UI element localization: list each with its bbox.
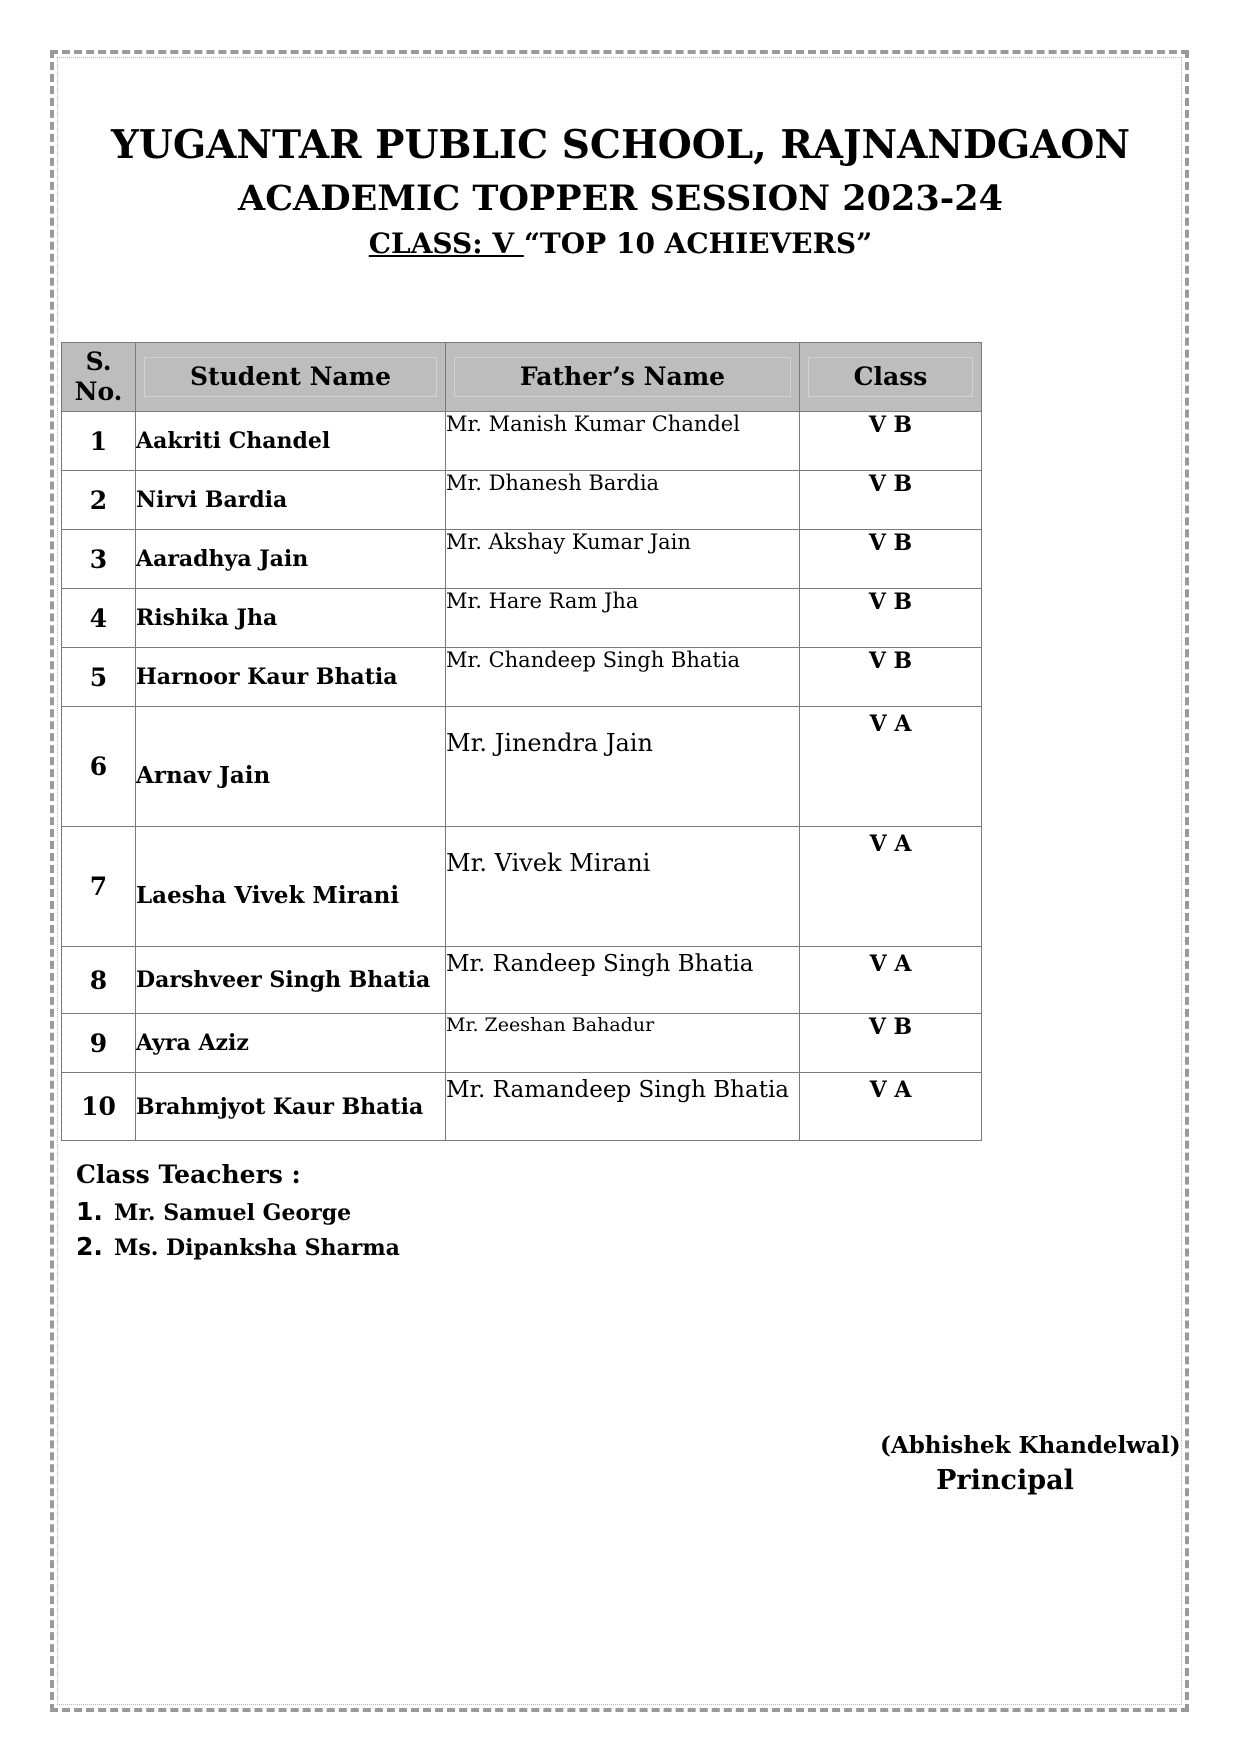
- teacher-number: 1.: [76, 1197, 103, 1226]
- table-row: [62, 1014, 982, 1073]
- sno-cell: 10: [62, 1073, 136, 1141]
- student-name-cell: Nirvi Bardia: [136, 471, 446, 530]
- father-name-cell: Mr. Akshay Kumar Jain: [446, 530, 800, 589]
- father-name-cell: Mr. Dhanesh Bardia: [446, 471, 800, 530]
- sno-cell: 4: [62, 589, 136, 648]
- school-name: YUGANTAR PUBLIC SCHOOL, RAJNANDGAON: [110, 122, 1131, 168]
- table-row: [62, 947, 982, 1014]
- class-cell: V A: [800, 1073, 982, 1141]
- teacher-list-item: [76, 1232, 400, 1261]
- session-title: ACADEMIC TOPPER SESSION 2023-24: [238, 178, 1003, 219]
- class-teachers-heading: Class Teachers :: [76, 1160, 301, 1189]
- father-name-cell: Mr. Zeeshan Bahadur: [446, 1014, 800, 1073]
- sno-cell: 1: [62, 412, 136, 471]
- student-name-cell: Brahmjyot Kaur Bhatia: [136, 1073, 446, 1141]
- table-row: [62, 471, 982, 530]
- student-name-cell: Arnav Jain: [136, 707, 446, 827]
- sno-cell: 3: [62, 530, 136, 589]
- father-name-cell: Mr. Hare Ram Jha: [446, 589, 800, 648]
- student-name-cell: Harnoor Kaur Bhatia: [136, 648, 446, 707]
- class-label: CLASS: V: [368, 227, 524, 260]
- student-name-cell: Aaradhya Jain: [136, 530, 446, 589]
- header-sno: S. No.: [62, 343, 136, 412]
- table-row: [62, 827, 982, 947]
- principal-name: (Abhishek Khandelwal): [880, 1432, 1181, 1459]
- father-name-cell: Mr. Jinendra Jain: [446, 707, 800, 827]
- class-cell: V A: [800, 947, 982, 1014]
- sno-cell: 6: [62, 707, 136, 827]
- student-name-cell: Ayra Aziz: [136, 1014, 446, 1073]
- sno-cell: 7: [62, 827, 136, 947]
- father-name-cell: Mr. Chandeep Singh Bhatia: [446, 648, 800, 707]
- sno-cell: 5: [62, 648, 136, 707]
- sno-cell: 8: [62, 947, 136, 1014]
- student-name-cell: Darshveer Singh Bhatia: [136, 947, 446, 1014]
- class-cell: V B: [800, 471, 982, 530]
- table-header-row: [62, 343, 982, 412]
- student-name-cell: Rishika Jha: [136, 589, 446, 648]
- table-row: [62, 648, 982, 707]
- class-cell: V B: [800, 1014, 982, 1073]
- father-name-cell: Mr. Randeep Singh Bhatia: [446, 947, 800, 1014]
- toppers-table: [61, 342, 982, 1141]
- teacher-name: Ms. Dipanksha Sharma: [114, 1235, 400, 1261]
- table-row: [62, 1073, 982, 1141]
- class-cell: V B: [800, 648, 982, 707]
- header-class: Class: [800, 343, 982, 412]
- table-row: [62, 412, 982, 471]
- class-cell: V A: [800, 827, 982, 947]
- class-tagline: “TOP 10 ACHIEVERS”: [523, 227, 873, 260]
- header-father-name: Father’s Name: [446, 343, 800, 412]
- class-teachers-section: [76, 1160, 400, 1267]
- sno-cell: 9: [62, 1014, 136, 1073]
- principal-signature-block: [880, 1432, 1181, 1496]
- father-name-cell: Mr. Manish Kumar Chandel: [446, 412, 800, 471]
- table-row: [62, 589, 982, 648]
- teacher-number: 2.: [76, 1232, 103, 1261]
- teacher-list-item: [76, 1197, 400, 1226]
- class-cell: V A: [800, 707, 982, 827]
- table-row: [62, 530, 982, 589]
- class-heading: [0, 227, 1241, 260]
- father-name-cell: Mr. Ramandeep Singh Bhatia: [446, 1073, 800, 1141]
- class-cell: V B: [800, 589, 982, 648]
- principal-title: Principal: [936, 1465, 1074, 1496]
- student-name-cell: Aakriti Chandel: [136, 412, 446, 471]
- teacher-name: Mr. Samuel George: [114, 1200, 352, 1226]
- class-cell: V B: [800, 530, 982, 589]
- sno-cell: 2: [62, 471, 136, 530]
- father-name-cell: Mr. Vivek Mirani: [446, 827, 800, 947]
- class-cell: V B: [800, 412, 982, 471]
- header-student-name: Student Name: [136, 343, 446, 412]
- student-name-cell: Laesha Vivek Mirani: [136, 827, 446, 947]
- table-row: [62, 707, 982, 827]
